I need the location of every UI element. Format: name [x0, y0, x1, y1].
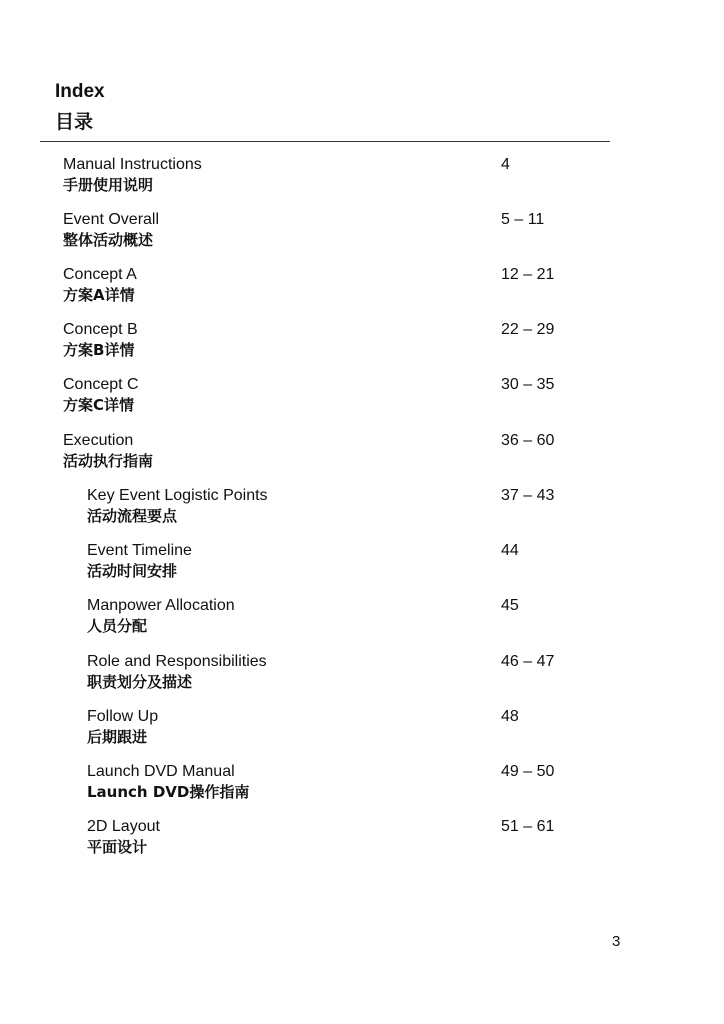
toc-entry-title-chinese: 方案B详情 [63, 341, 135, 359]
toc-entry[interactable] [0, 265, 724, 315]
header-divider [40, 141, 610, 142]
index-title-chinese: 目录 [55, 111, 94, 133]
toc-entry-title-chinese: 职责划分及描述 [87, 673, 193, 691]
page-number: 3 [612, 933, 621, 950]
index-title: Index [55, 81, 105, 102]
toc-entry-pages: 37 – 43 [501, 487, 555, 504]
toc-entry-title: Execution [63, 432, 134, 449]
toc-entry-pages: 30 – 35 [501, 376, 555, 393]
toc-entry-title: Role and Responsibilities [87, 653, 267, 670]
toc-entry-title-chinese: 活动时间安排 [87, 562, 178, 580]
toc-subentry[interactable] [0, 762, 724, 812]
toc-entry[interactable] [0, 320, 724, 370]
toc-entry-title: Manpower Allocation [87, 597, 235, 614]
toc-entry[interactable] [0, 431, 724, 481]
toc-entry[interactable] [0, 155, 724, 205]
toc-entry-pages: 36 – 60 [501, 432, 555, 449]
toc-entry-pages: 12 – 21 [501, 266, 555, 283]
toc-entry-title-chinese: Launch DVD操作指南 [87, 783, 250, 801]
toc-entry[interactable] [0, 375, 724, 425]
toc-entry-title: Concept C [63, 376, 139, 393]
toc-entry-pages: 49 – 50 [501, 763, 555, 780]
toc-entry-pages: 4 [501, 156, 510, 173]
toc-entry-pages: 44 [501, 542, 519, 559]
toc-entry-title-chinese: 活动执行指南 [63, 452, 154, 470]
toc-entry-pages: 5 – 11 [501, 211, 545, 228]
toc-entry-title: Follow Up [87, 708, 159, 725]
toc-entry-pages: 51 – 61 [501, 818, 555, 835]
toc-entry-title-chinese: 后期跟进 [87, 728, 148, 746]
toc-entry-title: Launch DVD Manual [87, 763, 235, 780]
toc-subentry[interactable] [0, 707, 724, 757]
toc-entry-title: Manual Instructions [63, 156, 202, 173]
toc-entry-title-chinese: 手册使用说明 [63, 176, 154, 194]
toc-subentry[interactable] [0, 817, 724, 867]
toc-entry-pages: 46 – 47 [501, 653, 555, 670]
toc-entry-pages: 45 [501, 597, 519, 614]
toc-entry-title: Concept A [63, 266, 137, 283]
toc-entry-title: Key Event Logistic Points [87, 487, 268, 504]
toc-subentry[interactable] [0, 596, 724, 646]
toc-entry-title-chinese: 平面设计 [87, 838, 148, 856]
toc-entry-title-chinese: 方案C详情 [63, 396, 135, 414]
toc-entry-title: Event Timeline [87, 542, 192, 559]
toc-entry[interactable] [0, 210, 724, 260]
toc-entry-title: Concept B [63, 321, 138, 338]
toc-entry-pages: 48 [501, 708, 519, 725]
toc-entry-title-chinese: 整体活动概述 [63, 231, 154, 249]
toc-entry-title-chinese: 人员分配 [87, 617, 148, 635]
toc-subentry[interactable] [0, 541, 724, 591]
toc-entry-pages: 22 – 29 [501, 321, 555, 338]
toc-subentry[interactable] [0, 652, 724, 702]
toc-entry-title: Event Overall [63, 211, 160, 228]
toc-subentry[interactable] [0, 486, 724, 536]
toc-entry-title-chinese: 方案A详情 [63, 286, 135, 304]
toc-entry-title-chinese: 活动流程要点 [87, 507, 178, 525]
toc-entry-title: 2D Layout [87, 818, 160, 835]
